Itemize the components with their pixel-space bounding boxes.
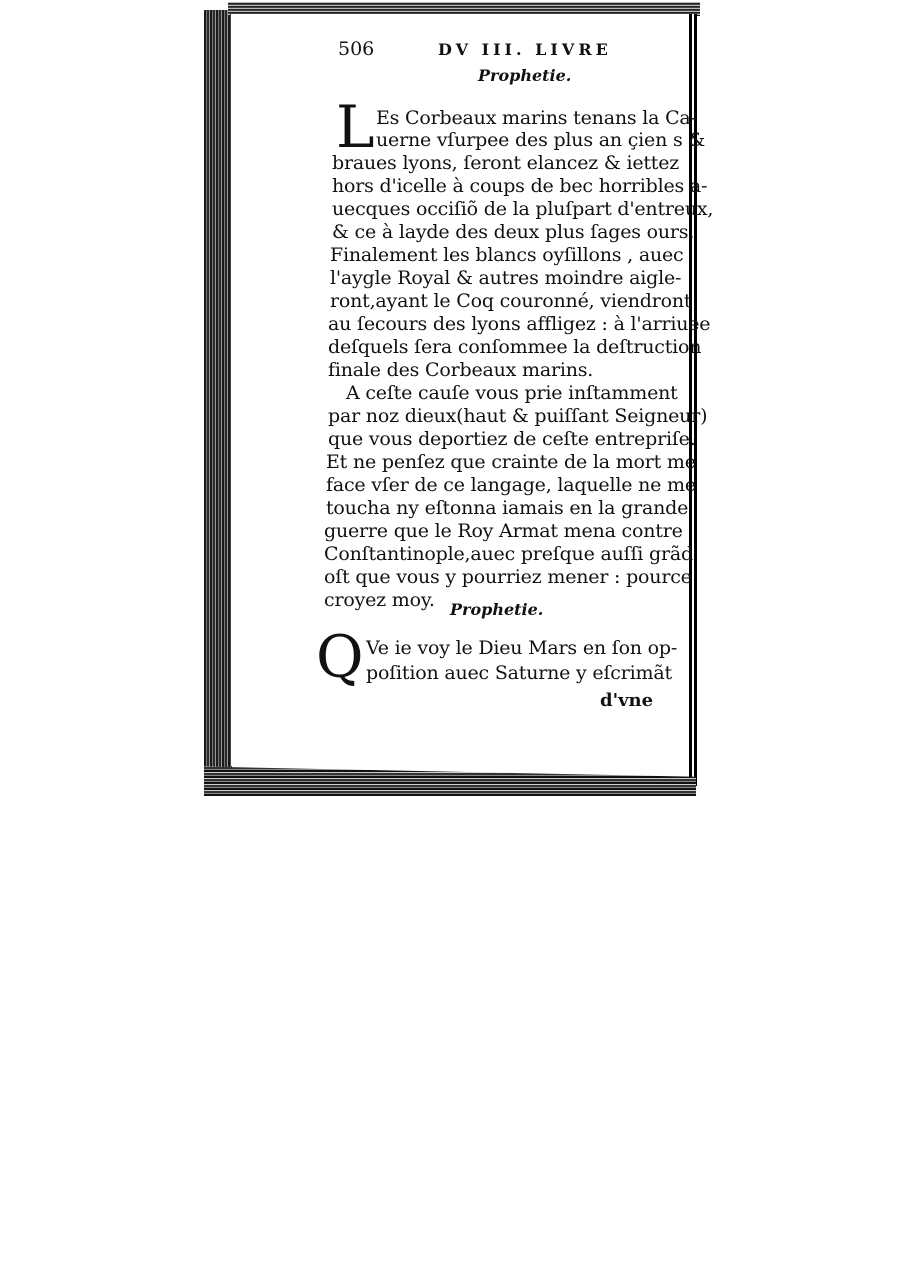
text-line: toucha ny eſtonna iamais en la grande	[326, 497, 689, 519]
text-line: deſquels ſera conſommee la deſtruction	[328, 336, 702, 358]
section-heading: Prophetie.	[450, 600, 544, 619]
text-line: Finalement les blancs oyſillons , auec	[330, 244, 684, 266]
text-line: poſition auec Saturne y eſcrimãt	[366, 662, 672, 684]
text-line: braues lyons, ſeront elancez & iettez	[332, 152, 680, 174]
text-line: croyez moy.	[324, 589, 435, 611]
text-line: Es Corbeaux marins tenans la Ca-	[376, 107, 697, 129]
text-line: par noz dieux(haut & puiſſant Seigneur)	[328, 405, 708, 427]
text-line: oſt que vous y pourriez mener : pource	[324, 566, 692, 588]
text-line: hors d'icelle à coups de bec horribles a-	[332, 175, 708, 197]
page-number: 506	[338, 38, 375, 60]
text-line: ront,ayant le Coq couronné, viendront	[330, 290, 692, 312]
text-line: Et ne penſez que crainte de la mort me	[326, 451, 696, 473]
text-line: finale des Corbeaux marins.	[328, 359, 594, 381]
catchword: d'vne	[600, 690, 654, 711]
text-line: & ce à layde des deux plus ſages ours.	[332, 221, 695, 243]
text-line: guerre que le Roy Armat mena contre	[324, 520, 683, 542]
drop-cap: Q	[316, 623, 364, 691]
book-spine-edge	[204, 10, 232, 796]
text-line: Conſtantinople,auec preſque auſſi grãd	[324, 543, 693, 565]
text-line: au ſecours des lyons affligez : à l'arriuee	[328, 313, 711, 335]
text-line: Ve ie voy le Dieu Mars en ſon op-	[366, 637, 678, 659]
running-head: DV III. LIVRE	[438, 40, 612, 59]
text-line: face vſer de ce langage, laquelle ne me	[326, 474, 696, 496]
text-line: uecques occiſiõ de la pluſpart d'entreux,	[332, 198, 714, 220]
text-line: A ceſte cauſe vous prie inſtamment	[346, 382, 678, 404]
section-heading: Prophetie.	[478, 66, 572, 85]
text-line: l'aygle Royal & autres moindre aigle-	[330, 267, 682, 289]
bottom-page-edge	[204, 764, 696, 796]
text-line: que vous deportiez de ceſte entrepriſe.	[328, 428, 696, 450]
drop-cap: L	[336, 93, 375, 161]
text-line: uerne vſurpee des plus an çien s &	[376, 129, 706, 151]
